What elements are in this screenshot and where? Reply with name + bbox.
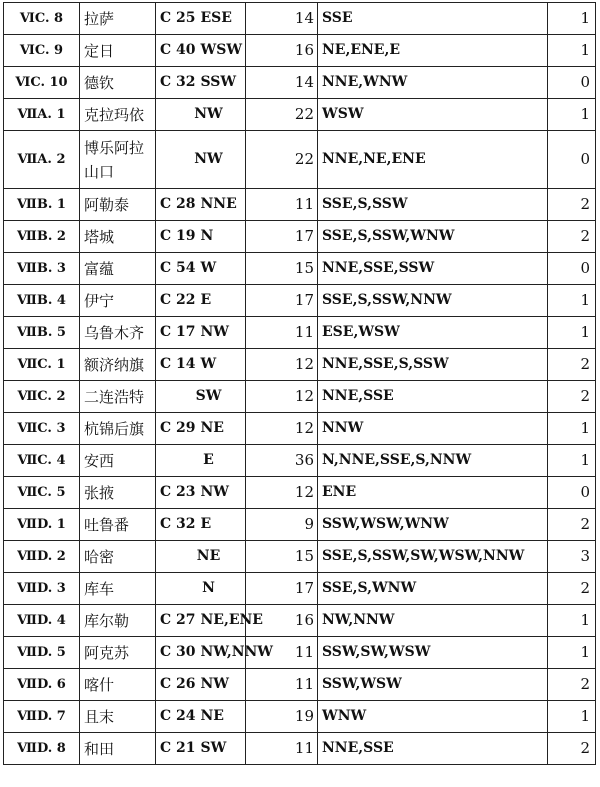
zone-code-cell: ⅦC. 2: [4, 381, 80, 413]
table-row: [4, 67, 596, 99]
frequency-cell: 14: [246, 67, 318, 99]
directions-cell: SSW,SW,WSW: [318, 637, 548, 669]
prevailing-wind-cell: [156, 221, 246, 253]
frequency-cell: 22: [246, 131, 318, 189]
calm-frequency: C 21: [160, 740, 196, 756]
zone-code-cell: ⅦB. 4: [4, 285, 80, 317]
station-name-cell: 安西: [80, 445, 156, 477]
frequency-cell: 12: [246, 413, 318, 445]
frequency-cell: 12: [246, 477, 318, 509]
count-cell: 2: [548, 733, 596, 765]
table-row: [4, 445, 596, 477]
station-name-cell: 张掖: [80, 477, 156, 509]
directions-cell: SSW,WSW,WNW: [318, 509, 548, 541]
count-cell: 0: [548, 253, 596, 285]
table-row: [4, 733, 596, 765]
wind-direction: SW: [195, 388, 222, 404]
calm-frequency: C 14: [160, 356, 196, 372]
table-row: [4, 413, 596, 445]
frequency-cell: 15: [246, 253, 318, 285]
count-cell: 1: [548, 35, 596, 67]
count-cell: 2: [548, 349, 596, 381]
station-name-cell: 乌鲁木齐: [80, 317, 156, 349]
prevailing-wind-cell: [156, 67, 246, 99]
station-name-cell: 杭锦后旗: [80, 413, 156, 445]
wind-direction: N: [200, 228, 214, 244]
station-name-cell: 阿勒泰: [80, 189, 156, 221]
directions-cell: ESE,WSW: [318, 317, 548, 349]
count-cell: 0: [548, 477, 596, 509]
calm-frequency: C 26: [160, 676, 196, 692]
calm-frequency: C 19: [160, 228, 196, 244]
prevailing-wind-cell: [156, 317, 246, 349]
zone-code-cell: ⅦD. 5: [4, 637, 80, 669]
station-name-cell: 克拉玛依: [80, 99, 156, 131]
count-cell: 1: [548, 445, 596, 477]
table-row: [4, 541, 596, 573]
directions-cell: ENE: [318, 477, 548, 509]
wind-direction: W: [200, 260, 217, 276]
table-row: [4, 253, 596, 285]
table-row: [4, 349, 596, 381]
station-name-cell: 二连浩特: [80, 381, 156, 413]
count-cell: 1: [548, 285, 596, 317]
count-cell: 2: [548, 189, 596, 221]
wind-direction: NNE: [200, 196, 237, 212]
frequency-cell: 15: [246, 541, 318, 573]
zone-code-cell: ⅦB. 2: [4, 221, 80, 253]
wind-direction: NW,NNW: [200, 644, 274, 660]
prevailing-wind-cell: [156, 131, 246, 189]
directions-cell: NNW: [318, 413, 548, 445]
table-row: [4, 317, 596, 349]
directions-cell: SSE: [318, 3, 548, 35]
zone-code-cell: ⅦD. 1: [4, 509, 80, 541]
table-row: [4, 573, 596, 605]
wind-direction: ESE: [200, 10, 232, 26]
station-name-cell: 且末: [80, 701, 156, 733]
calm-frequency: C 24: [160, 708, 196, 724]
prevailing-wind-cell: [156, 253, 246, 285]
wind-direction: NW: [194, 106, 223, 122]
table-row: [4, 3, 596, 35]
table-row: [4, 285, 596, 317]
count-cell: 1: [548, 3, 596, 35]
directions-cell: NNE,SSE,SSW: [318, 253, 548, 285]
directions-cell: NE,ENE,E: [318, 35, 548, 67]
wind-direction: E: [203, 452, 214, 468]
frequency-cell: 17: [246, 221, 318, 253]
station-name-cell: 哈密: [80, 541, 156, 573]
wind-direction: SSW: [200, 74, 237, 90]
zone-code-cell: ⅥC. 10: [4, 67, 80, 99]
zone-code-cell: ⅦB. 3: [4, 253, 80, 285]
prevailing-wind-cell: [156, 285, 246, 317]
table-row: [4, 381, 596, 413]
frequency-cell: 11: [246, 733, 318, 765]
prevailing-wind-cell: [156, 701, 246, 733]
wind-direction: WSW: [200, 42, 243, 58]
table-row: [4, 509, 596, 541]
directions-cell: WNW: [318, 701, 548, 733]
directions-cell: NNE,SSE: [318, 381, 548, 413]
zone-code-cell: ⅦD. 7: [4, 701, 80, 733]
frequency-cell: 17: [246, 573, 318, 605]
calm-frequency: C 40: [160, 42, 196, 58]
prevailing-wind-cell: [156, 477, 246, 509]
prevailing-wind-cell: [156, 509, 246, 541]
wind-direction: NE: [200, 708, 224, 724]
zone-code-cell: ⅦD. 8: [4, 733, 80, 765]
calm-frequency: C 17: [160, 324, 196, 340]
wind-direction: E: [200, 292, 212, 308]
zone-code-cell: ⅦC. 4: [4, 445, 80, 477]
frequency-cell: 12: [246, 349, 318, 381]
station-name-cell: 伊宁: [80, 285, 156, 317]
directions-cell: N,NNE,SSE,S,NNW: [318, 445, 548, 477]
zone-code-cell: ⅦC. 5: [4, 477, 80, 509]
count-cell: 1: [548, 701, 596, 733]
count-cell: 2: [548, 509, 596, 541]
calm-frequency: C 32: [160, 74, 196, 90]
count-cell: 1: [548, 99, 596, 131]
calm-frequency: C 22: [160, 292, 196, 308]
table-row: [4, 131, 596, 189]
table-row: [4, 189, 596, 221]
station-name-cell: 塔城: [80, 221, 156, 253]
prevailing-wind-cell: [156, 99, 246, 131]
frequency-cell: 9: [246, 509, 318, 541]
wind-direction: NW: [200, 484, 230, 500]
station-name-cell: 富蕴: [80, 253, 156, 285]
directions-cell: NNE,NE,ENE: [318, 131, 548, 189]
frequency-cell: 17: [246, 285, 318, 317]
wind-direction: NW: [194, 151, 223, 167]
count-cell: 2: [548, 221, 596, 253]
directions-cell: NNE,SSE: [318, 733, 548, 765]
prevailing-wind-cell: [156, 3, 246, 35]
calm-frequency: C 29: [160, 420, 196, 436]
prevailing-wind-cell: [156, 189, 246, 221]
climate-wind-table: [3, 2, 596, 765]
count-cell: 0: [548, 131, 596, 189]
zone-code-cell: ⅥC. 9: [4, 35, 80, 67]
table-row: [4, 605, 596, 637]
station-name-cell: 和田: [80, 733, 156, 765]
wind-direction: NE,ENE: [200, 612, 263, 628]
station-name-cell: 喀什: [80, 669, 156, 701]
directions-cell: SSE,S,SSW,WNW: [318, 221, 548, 253]
station-name-cell: 吐鲁番: [80, 509, 156, 541]
wind-direction: NE: [196, 548, 221, 564]
frequency-cell: 22: [246, 99, 318, 131]
prevailing-wind-cell: [156, 637, 274, 669]
frequency-cell: 11: [246, 189, 318, 221]
count-cell: 2: [548, 669, 596, 701]
zone-code-cell: ⅦD. 6: [4, 669, 80, 701]
table-row: [4, 477, 596, 509]
zone-code-cell: ⅦB. 5: [4, 317, 80, 349]
calm-frequency: C 32: [160, 516, 196, 532]
wind-direction: E: [200, 516, 212, 532]
zone-code-cell: ⅦD. 4: [4, 605, 80, 637]
zone-code-cell: ⅦD. 2: [4, 541, 80, 573]
count-cell: 3: [548, 541, 596, 573]
frequency-cell: 11: [246, 669, 318, 701]
frequency-cell: 36: [246, 445, 318, 477]
wind-direction: N: [202, 580, 215, 596]
station-name-cell: 博乐阿拉山口: [80, 131, 156, 189]
table-row: [4, 701, 596, 733]
frequency-cell: 19: [246, 701, 318, 733]
prevailing-wind-cell: [156, 413, 246, 445]
table-row: [4, 221, 596, 253]
zone-code-cell: ⅦC. 1: [4, 349, 80, 381]
prevailing-wind-cell: [156, 573, 246, 605]
frequency-cell: 16: [246, 35, 318, 67]
station-name-cell: 德钦: [80, 67, 156, 99]
count-cell: 0: [548, 67, 596, 99]
directions-cell: SSE,S,SSW: [318, 189, 548, 221]
wind-direction: NW: [200, 324, 230, 340]
zone-code-cell: ⅥC. 8: [4, 3, 80, 35]
table-row: [4, 637, 596, 669]
station-name-cell: 额济纳旗: [80, 349, 156, 381]
wind-direction: SW: [200, 740, 227, 756]
count-cell: 2: [548, 573, 596, 605]
frequency-cell: 16: [246, 605, 318, 637]
frequency-cell: 14: [246, 3, 318, 35]
calm-frequency: C 28: [160, 196, 196, 212]
calm-frequency: C 25: [160, 10, 196, 26]
station-name-cell: 定日: [80, 35, 156, 67]
wind-direction: NE: [200, 420, 224, 436]
directions-cell: NNE,SSE,S,SSW: [318, 349, 548, 381]
prevailing-wind-cell: [156, 733, 246, 765]
calm-frequency: C 30: [160, 644, 196, 660]
calm-frequency: C 23: [160, 484, 196, 500]
station-name-cell: 阿克苏: [80, 637, 156, 669]
table-body: [4, 3, 596, 765]
directions-cell: SSW,WSW: [318, 669, 548, 701]
prevailing-wind-cell: [156, 349, 246, 381]
prevailing-wind-cell: [156, 381, 246, 413]
directions-cell: NNE,WNW: [318, 67, 548, 99]
directions-cell: SSE,S,SSW,NNW: [318, 285, 548, 317]
prevailing-wind-cell: [156, 541, 246, 573]
station-name-cell: 拉萨: [80, 3, 156, 35]
count-cell: 1: [548, 317, 596, 349]
count-cell: 1: [548, 637, 596, 669]
zone-code-cell: ⅦB. 1: [4, 189, 80, 221]
frequency-cell: 11: [246, 317, 318, 349]
frequency-cell: 11: [246, 637, 318, 669]
table-row: [4, 669, 596, 701]
count-cell: 1: [548, 413, 596, 445]
calm-frequency: C 27: [160, 612, 196, 628]
directions-cell: SSE,S,WNW: [318, 573, 548, 605]
table-row: [4, 99, 596, 131]
directions-cell: NW,NNW: [318, 605, 548, 637]
zone-code-cell: ⅦC. 3: [4, 413, 80, 445]
table-row: [4, 35, 596, 67]
directions-cell: WSW: [318, 99, 548, 131]
prevailing-wind-cell: [156, 605, 263, 637]
zone-code-cell: ⅦA. 2: [4, 131, 80, 189]
wind-direction: NW: [200, 676, 230, 692]
zone-code-cell: ⅦA. 1: [4, 99, 80, 131]
wind-direction: W: [200, 356, 217, 372]
prevailing-wind-cell: [156, 669, 246, 701]
count-cell: 1: [548, 605, 596, 637]
count-cell: 2: [548, 381, 596, 413]
directions-cell: SSE,S,SSW,SW,WSW,NNW: [318, 541, 548, 573]
station-name-cell: 库车: [80, 573, 156, 605]
station-name-cell: 库尔勒: [80, 605, 156, 637]
calm-frequency: C 54: [160, 260, 196, 276]
zone-code-cell: ⅦD. 3: [4, 573, 80, 605]
frequency-cell: 12: [246, 381, 318, 413]
prevailing-wind-cell: [156, 35, 246, 67]
prevailing-wind-cell: [156, 445, 246, 477]
